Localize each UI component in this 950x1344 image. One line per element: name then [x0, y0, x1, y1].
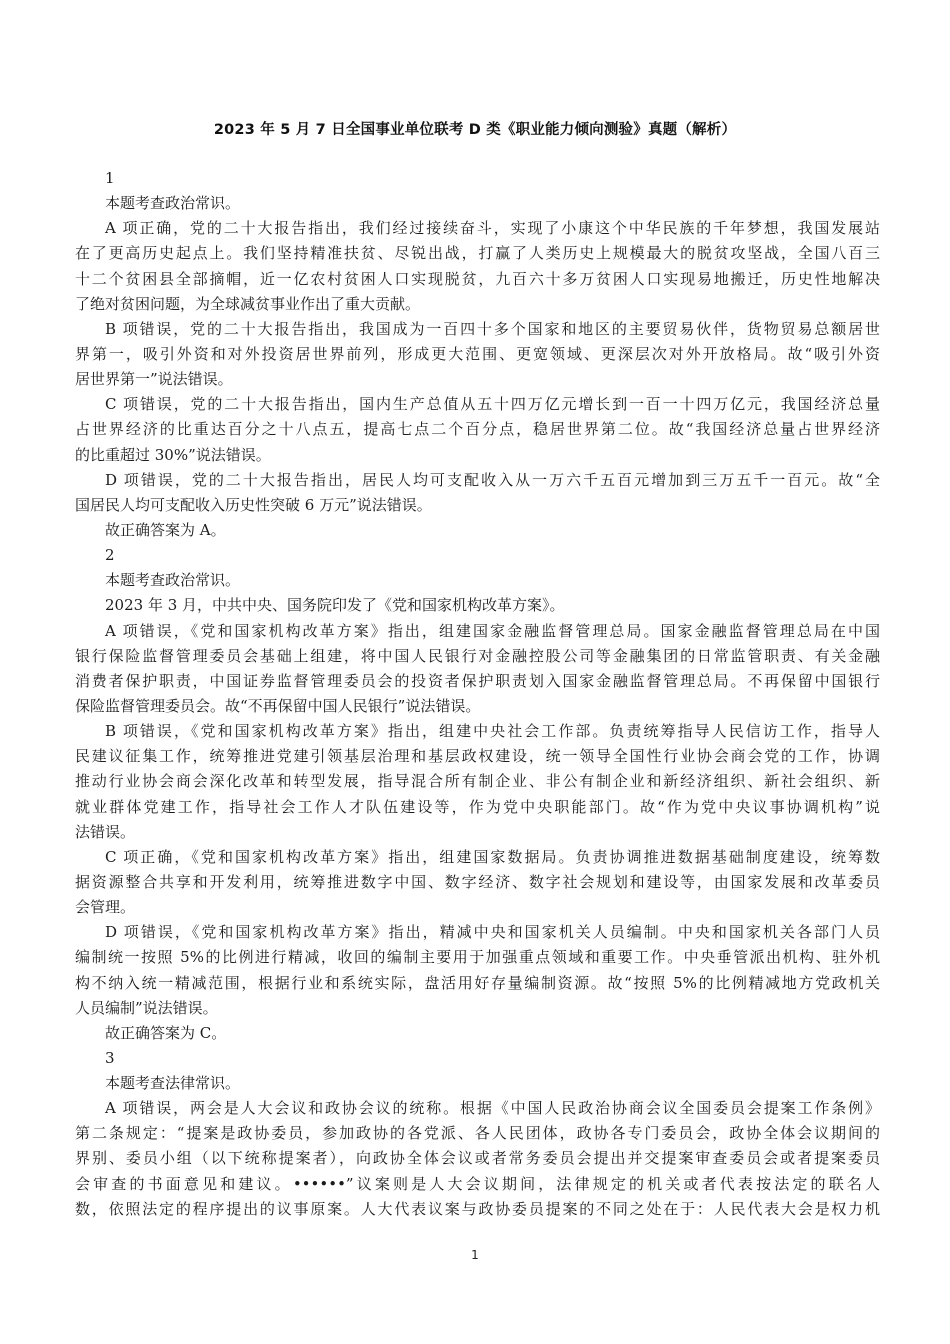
- text-line: 界第一，吸引外资和对外投资居世界前列，形成更大范围、更宽领域、更深层次对外开放格局。故“吸引外资: [75, 344, 880, 363]
- text-line: 银行保险监督管理委员会基础上组建，将中国人民银行对金融控股公司等金融集团的日常监管职责、有关金融: [75, 646, 880, 665]
- text-line: 保险监督管理委员会。故“不再保留中国人民银行”说法错误。: [75, 696, 481, 715]
- text-line: 构不纳入统一精减范围，根据行业和系统实际，盘活用好存量编制资源。故“按照 5%的比例精减地方党政机关: [75, 973, 880, 992]
- text-line: 故正确答案为 C。: [105, 1023, 227, 1042]
- document-title: 2023 年 5 月 7 日全国事业单位联考 D 类《职业能力倾向测验》真题（解析）: [213, 122, 737, 138]
- text-line: B 项错误，党的二十大报告指出，我国成为一百四十多个国家和地区的主要贸易伙伴，货物贸易总额居世: [105, 319, 880, 338]
- text-line: 法错误。: [75, 822, 136, 841]
- text-line: D 项错误，党的二十大报告指出，居民人均可支配收入从一万六千五百元增加到三万五千一百元。故“全: [105, 470, 880, 489]
- text-line: 消费者保护职责，中国证券监督管理委员会的投资者保护职责划入国家金融监督管理总局。不再保留中国银行: [75, 671, 880, 690]
- text-line: 占世界经济的比重达百分之十八点五，提高七点二个百分点，稳居世界第二位。故“我国经济总量占世界经济: [75, 420, 880, 439]
- text-line: A 项错误，两会是人大会议和政协会议的统称。根据《中国人民政治协商会议全国委员会提案工作条例》: [105, 1099, 880, 1118]
- text-line: 了绝对贫困问题，为全球减贫事业作出了重大贡献。: [75, 294, 421, 313]
- text-line: 本题考查政治常识。: [105, 194, 241, 213]
- text-line: D 项错误，《党和国家机构改革方案》指出，精减中央和国家机关人员编制。中央和国家机关各部门人员: [105, 923, 880, 942]
- document-body: [75, 166, 880, 1222]
- text-line: 就业群体党建工作，指导社会工作人才队伍建设等，作为党中央职能部门。故“作为党中央议事协调机构”说: [75, 797, 880, 816]
- text-line: 编制统一按照 5%的比例进行精减，收回的编制主要用于加强重点领域和重要工作。中央垂管派出机构、驻外机: [75, 948, 880, 967]
- text-line: 民建议征集工作，统筹推进党建引领基层治理和基层政权建设，统一领导全国性行业协会商会党的工作，协调: [75, 747, 880, 766]
- text-line: 故正确答案为 A。: [105, 520, 226, 539]
- text-line: 十二个贫困县全部摘帽，近一亿农村贫困人口实现脱贫，九百六十多万贫困人口实现易地搬迁，历史性地解决: [75, 269, 880, 288]
- page-number: 1: [471, 1248, 479, 1262]
- text-line: 会管理。: [75, 898, 136, 917]
- text-line: 数，依照法定的程序提出的议事原案。人大代表议案与政协委员提案的不同之处在于：人民代表大会是权力机: [75, 1199, 880, 1218]
- text-line: 2: [105, 546, 115, 565]
- text-line: 国居民人均可支配收入历史性突破 6 万元”说法错误。: [75, 495, 432, 514]
- text-line: A 项错误，《党和国家机构改革方案》指出，组建国家金融监督管理总局。国家金融监督管理总局在中国: [105, 621, 880, 640]
- text-line: 在了更高历史起点上。我们坚持精准扶贫、尽锐出战，打赢了人类历史上规模最大的脱贫攻坚战，全国八百三: [75, 244, 880, 263]
- text-line: 第二条规定：“提案是政协委员，参加政协的各党派、各人民团体，政协各专门委员会，政协全体会议期间的: [75, 1124, 880, 1143]
- text-line: 会审查的书面意见和建议。••••••”议案则是人大会议期间，法律规定的机关或者代表按法定的联名人: [75, 1174, 880, 1193]
- text-line: B 项错误，《党和国家机构改革方案》指出，组建中央社会工作部。负责统筹指导人民信访工作，指导人: [105, 722, 880, 741]
- text-line: 本题考查法律常识。: [105, 1074, 241, 1093]
- text-line: 本题考查政治常识。: [105, 571, 241, 590]
- text-line: 人员编制”说法错误。: [75, 998, 218, 1017]
- text-line: 1: [105, 169, 115, 187]
- text-line: 界别、委员小组（以下统称提案者），向政协全体会议或者常务委员会提出并交提案审查委员会或者提案委员: [75, 1149, 880, 1168]
- text-line: C 项正确，《党和国家机构改革方案》指出，组建国家数据局。负责协调推进数据基础制度建设，统筹数: [105, 847, 880, 866]
- text-line: 2023 年 3 月，中共中央、国务院印发了《党和国家机构改革方案》。: [105, 596, 565, 615]
- text-line: C 项错误，党的二十大报告指出，国内生产总值从五十四万亿元增长到一百一十四万亿元，我国经济总量: [105, 395, 880, 414]
- text-line: 居世界第一”说法错误。: [75, 370, 233, 389]
- text-line: 3: [105, 1048, 115, 1067]
- text-line: 据资源整合共享和开发利用，统筹推进数字中国、数字经济、数字社会规划和建设等，由国家发展和改革委员: [75, 872, 880, 891]
- text-line: 的比重超过 30%”说法错误。: [75, 445, 271, 464]
- text-line: A 项正确，党的二十大报告指出，我们经过接续奋斗，实现了小康这个中华民族的千年梦想，我国发展站: [105, 219, 880, 238]
- text-line: 推动行业协会商会深化改革和转型发展，指导混合所有制企业、非公有制企业和新经济组织、新社会组织、新: [75, 772, 880, 791]
